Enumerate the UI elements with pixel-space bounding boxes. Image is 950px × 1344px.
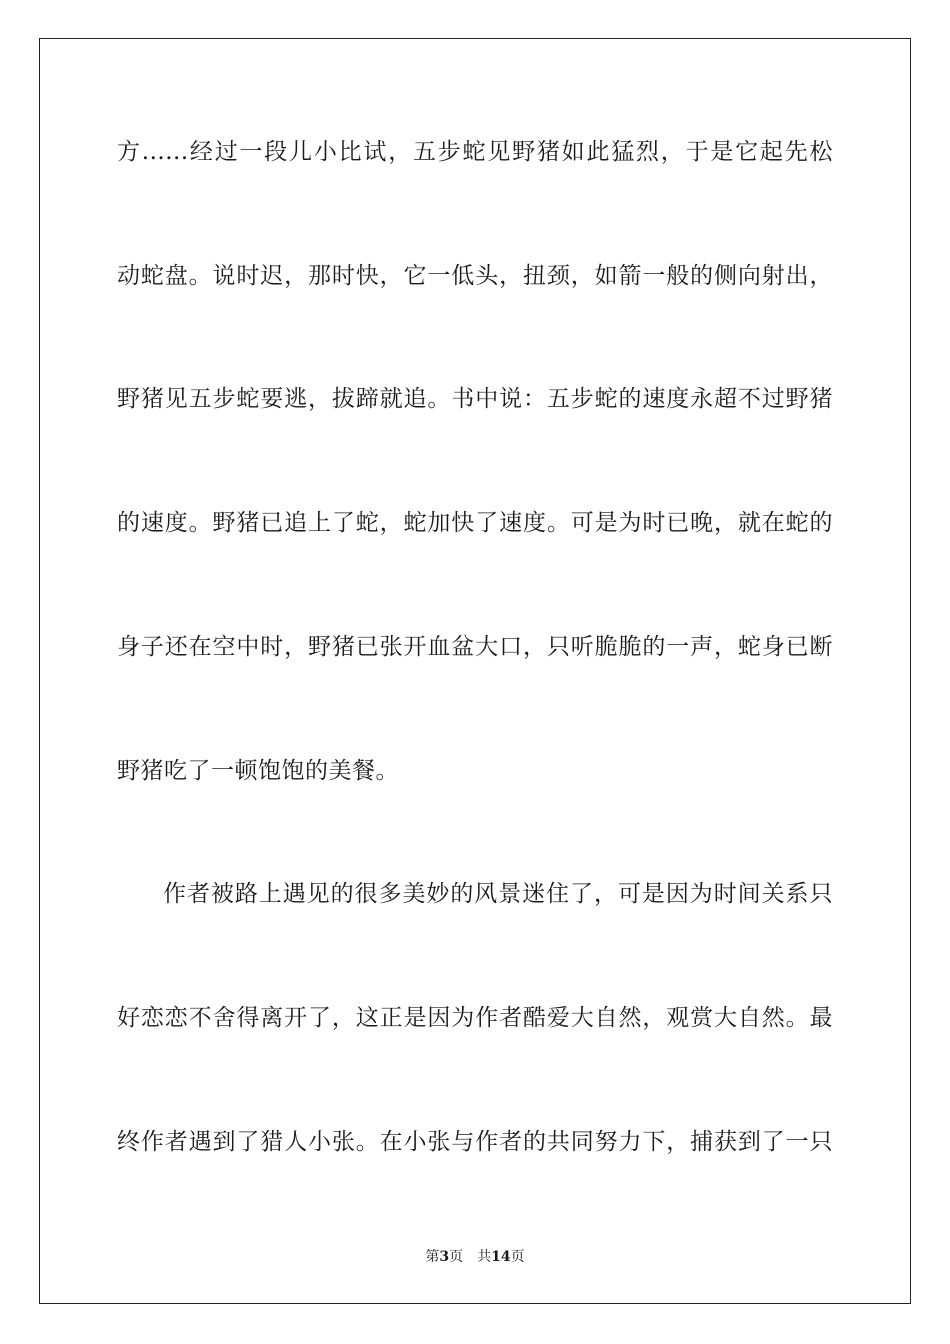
footer-total-number: 14	[491, 1249, 511, 1265]
text-line-8: 好恋恋不舍得离开了，这正是因为作者酷爱大自然，观赏大自然。最	[117, 1005, 833, 1031]
footer-page-suffix: 页	[449, 1249, 464, 1265]
text-line-9: 终作者遇到了猎人小张。在小张与作者的共同努力下，捕获到了一只	[117, 1129, 833, 1155]
text-line-6: 野猪吃了一顿饱饱的美餐。	[117, 758, 399, 784]
text-line-3: 野猪见五步蛇要逃，拔蹄就追。书中说：五步蛇的速度永超不过野猪	[117, 386, 833, 412]
footer-page-prefix: 第	[425, 1249, 440, 1265]
text-line-5: 身子还在空中时，野猪已张开血盆大口，只听脆脆的一声，蛇身已断	[117, 634, 833, 660]
text-line-1: 方......经过一段儿小比试，五步蛇见野猪如此猛烈，于是它起先松	[117, 139, 833, 165]
footer-total-prefix: 共	[477, 1249, 492, 1265]
text-line-7-indented: 作者被路上遇见的很多美妙的风景迷住了，可是因为时间关系只	[163, 881, 833, 907]
text-line-4: 的速度。野猪已追上了蛇，蛇加快了速度。可是为时已晚，就在蛇的	[117, 510, 833, 536]
page-border	[39, 38, 911, 1304]
footer-page-number: 3	[439, 1249, 450, 1265]
page-footer	[0, 1248, 950, 1266]
footer-total-suffix: 页	[510, 1249, 525, 1265]
text-line-2: 动蛇盘。说时迟，那时快，它一低头，扭颈，如箭一般的侧向射出，	[117, 263, 833, 289]
